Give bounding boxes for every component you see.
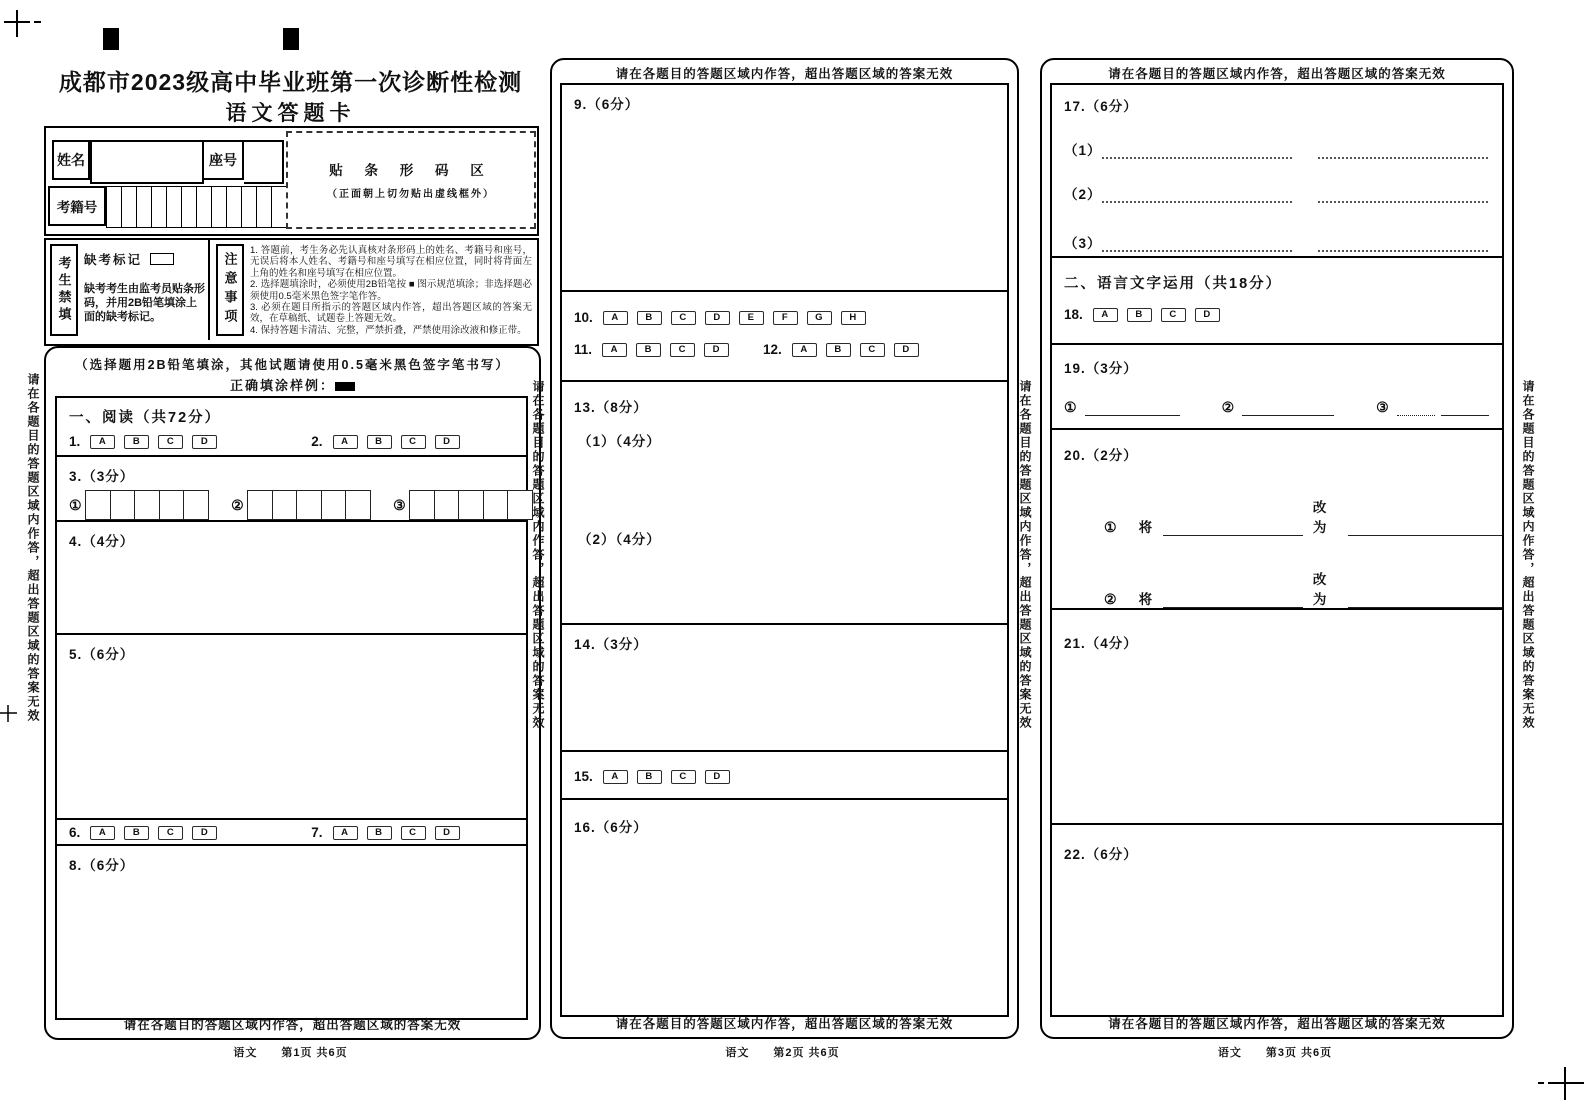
choice-bubble-D[interactable]: D <box>705 770 730 784</box>
answer-area-q13[interactable] <box>562 382 1007 625</box>
exam-id-label: 考籍号 <box>48 186 106 226</box>
q20-prefix-1: 将 <box>1138 520 1154 535</box>
choice-bubble-D[interactable]: D <box>192 826 217 840</box>
name-input-box[interactable] <box>90 140 204 184</box>
answer-area-q5[interactable] <box>57 635 526 820</box>
choice-bubble-C[interactable]: C <box>671 311 696 325</box>
q3-answer-cell[interactable] <box>247 490 273 520</box>
choice-bubble-A[interactable]: A <box>90 435 115 449</box>
exam-id-digit-cell[interactable] <box>211 187 226 227</box>
q6-choices <box>90 826 226 840</box>
q3-answer-cell[interactable] <box>85 490 111 520</box>
choice-bubble-B[interactable]: B <box>826 343 851 357</box>
choice-bubble-F[interactable]: F <box>773 311 798 325</box>
answer-area-q20[interactable] <box>1052 430 1502 610</box>
vertical-region-warning-mid2: 请在各题目的答题区域内作答，超出答题区域的答案无效 <box>1018 380 1032 730</box>
q3-marker-3: ③ <box>393 496 406 513</box>
fill-sample-label: 正确填涂样例： <box>229 378 335 393</box>
q1-choices <box>90 435 226 449</box>
choice-bubble-B[interactable]: B <box>367 435 392 449</box>
q12-choices <box>792 343 928 357</box>
answer-area-q19[interactable] <box>1052 345 1502 430</box>
q8-label: 8.（6分） <box>69 858 135 873</box>
q2-choices <box>333 435 469 449</box>
notice-item-3: 3. 必须在题目所指示的答题区域内作答，超出答题区域的答案无效，在草稿纸、试题卷上答题无效。 <box>250 302 532 325</box>
q21-label: 21.（4分） <box>1064 636 1138 651</box>
q17-sub3-line-b[interactable] <box>1318 239 1488 252</box>
name-label: 姓名 <box>52 140 90 180</box>
page1-answer-box <box>55 396 528 1020</box>
q14-label: 14.（3分） <box>574 637 648 652</box>
choice-bubble-C[interactable]: C <box>1161 308 1186 322</box>
answer-area-q17[interactable] <box>1052 85 1502 258</box>
region-warning-top-p3: 请在各题目的答题区域内作答，超出答题区域的答案无效 <box>1108 67 1446 81</box>
barcode-area[interactable] <box>286 131 536 229</box>
region-warning-bottom-p3: 请在各题目的答题区域内作答，超出答题区域的答案无效 <box>1108 1017 1446 1031</box>
q20-line-2a[interactable] <box>1163 594 1303 608</box>
exam-id-digit-cell[interactable] <box>181 187 196 227</box>
choice-bubble-B[interactable]: B <box>637 311 662 325</box>
q3-answer-cell[interactable] <box>183 490 209 520</box>
q3-answer-cell[interactable] <box>110 490 136 520</box>
panel-page3 <box>1040 58 1514 1039</box>
q9-label: 9.（6分） <box>574 97 640 112</box>
page-subtitle: 语文答题卡 <box>225 102 356 125</box>
notes-label: 注意事项 <box>216 244 244 336</box>
q3-cells-1 <box>87 490 210 520</box>
choice-bubble-A[interactable]: A <box>1093 308 1118 322</box>
q6-number: 6. <box>69 825 81 840</box>
q22-label: 22.（6分） <box>1064 847 1138 862</box>
q17-sub2-label: （2） <box>1064 187 1102 202</box>
q13-label: 13.（8分） <box>574 400 648 415</box>
choice-bubble-C[interactable]: C <box>401 435 426 449</box>
answer-area-q16[interactable] <box>562 800 1007 1015</box>
q11-number: 11. <box>574 342 593 357</box>
q20-marker-1: ① <box>1104 519 1117 535</box>
q10-choices <box>603 311 875 325</box>
q3-answer-cell[interactable] <box>483 490 509 520</box>
absent-mark-label: 缺考标记 <box>84 253 143 267</box>
page3-answer-box <box>1050 83 1504 1017</box>
section-language <box>1052 258 1502 345</box>
section-q6-q7 <box>57 820 526 846</box>
absent-mark-box[interactable] <box>150 253 174 265</box>
exam-id-digit-cell[interactable] <box>121 187 136 227</box>
fill-sample-mark <box>335 382 355 391</box>
q3-answer-cell[interactable] <box>434 490 460 520</box>
crosshair-mark-top-left <box>2 6 42 42</box>
q11-choices <box>602 343 738 357</box>
q2-number: 2. <box>311 434 323 449</box>
q5-label: 5.（6分） <box>69 647 135 662</box>
q20-label: 20.（2分） <box>1064 448 1138 463</box>
notice-table <box>44 238 539 346</box>
q20-line-1b[interactable] <box>1348 522 1502 536</box>
section-q10-q12 <box>562 292 1007 382</box>
q19-marker-1: ① <box>1064 399 1077 415</box>
answer-area-q21[interactable] <box>1052 610 1502 825</box>
region-warning-bottom-p2: 请在各题目的答题区域内作答，超出答题区域的答案无效 <box>615 1017 954 1031</box>
seat-label: 座号 <box>202 140 244 180</box>
choice-bubble-B[interactable]: B <box>124 435 149 449</box>
q17-sub3-line-a[interactable] <box>1102 239 1292 252</box>
choice-bubble-D[interactable]: D <box>894 343 919 357</box>
q19-label: 19.（3分） <box>1064 361 1138 376</box>
q19-line-3a[interactable] <box>1397 402 1435 416</box>
q17-sub1-line-b[interactable] <box>1318 146 1488 159</box>
q3-marker-1: ① <box>69 496 82 513</box>
q7-choices <box>333 826 469 840</box>
q1-number: 1. <box>69 434 81 449</box>
q3-answer-cell[interactable] <box>134 490 160 520</box>
crosshair-mark-left-middle <box>0 702 20 724</box>
barcode-title: 贴 条 形 码 区 <box>329 163 493 178</box>
q3-answer-cell[interactable] <box>507 490 533 520</box>
page2-answer-box <box>560 83 1009 1017</box>
q17-sub3-label: （3） <box>1064 236 1102 251</box>
notice-item-4: 4. 保持答题卡清洁、完整，严禁折叠，严禁使用涂改液和修正带。 <box>250 324 527 336</box>
q3-cells-3 <box>411 490 534 520</box>
q15-choices <box>603 770 739 784</box>
notice-divider <box>208 240 210 340</box>
q18-number: 18. <box>1064 307 1083 322</box>
crosshair-mark-bottom-right <box>1538 1062 1588 1101</box>
exam-id-digit-cell[interactable] <box>151 187 166 227</box>
q13-sub2-label: （2）（4分） <box>578 532 661 547</box>
choice-bubble-D[interactable]: D <box>435 826 460 840</box>
choice-bubble-E[interactable]: E <box>739 311 764 325</box>
choice-bubble-C[interactable]: C <box>158 826 183 840</box>
q4-label: 4.（4分） <box>69 534 135 549</box>
choice-bubble-D[interactable]: D <box>192 435 217 449</box>
vertical-region-warning-mid1: 请在各题目的答题区域内作答，超出答题区域的答案无效 <box>531 380 545 730</box>
timing-mark-1 <box>103 28 119 50</box>
vertical-region-warning-left: 请在各题目的答题区域内作答，超出答题区域的答案无效 <box>26 373 40 723</box>
choice-bubble-C[interactable]: C <box>158 435 183 449</box>
q13-sub1-label: （1）（4分） <box>578 434 661 449</box>
choice-bubble-A[interactable]: A <box>333 435 358 449</box>
section-reading-title: 一、阅读（共72分） <box>69 410 222 426</box>
seat-input-box[interactable] <box>244 140 284 184</box>
panel-page1 <box>44 346 541 1040</box>
q20-marker-2: ② <box>1104 591 1117 607</box>
q19-line-3b[interactable] <box>1441 402 1489 416</box>
exam-id-digit-cell[interactable] <box>166 187 181 227</box>
region-warning-bottom-p1: 请在各题目的答题区域内作答，超出答题区域的答案无效 <box>123 1018 462 1032</box>
footer-page3: 语文 第3页 共6页 <box>1217 1047 1333 1059</box>
q3-answer-cell[interactable] <box>345 490 371 520</box>
section-language-title: 二、语言文字运用（共18分） <box>1064 276 1283 292</box>
exam-id-digit-cell[interactable] <box>271 187 286 227</box>
q20-prefix-2: 将 <box>1138 592 1154 607</box>
pen-instruction: （选择题用2B铅笔填涂，其他试题请使用0.5毫米黑色签字笔书写） <box>75 358 510 372</box>
region-warning-top-p2: 请在各题目的答题区域内作答，超出答题区域的答案无效 <box>615 67 954 81</box>
exam-id-digit-cell[interactable] <box>136 187 151 227</box>
timing-mark-2 <box>283 28 299 50</box>
q20-line-1a[interactable] <box>1163 522 1303 536</box>
q17-sub1-line-a[interactable] <box>1102 146 1292 159</box>
exam-id-cells <box>106 186 287 228</box>
q20-mid-1: 改为 <box>1312 500 1328 535</box>
notice-item-2: 2. 选择题填涂时，必须使用2B铅笔按 ■ 图示规范填涂；非选择题必须使用0.5毫米黑色签字笔作答。 <box>250 279 532 302</box>
answer-area-q3[interactable] <box>57 457 526 522</box>
choice-bubble-H[interactable]: H <box>841 311 866 325</box>
q3-label: 3.（3分） <box>69 469 135 484</box>
choice-bubble-D[interactable]: D <box>704 343 729 357</box>
q3-answer-cell[interactable] <box>458 490 484 520</box>
choice-bubble-B[interactable]: B <box>637 770 662 784</box>
q19-marker-3: ③ <box>1376 399 1389 415</box>
q3-answer-cell[interactable] <box>159 490 185 520</box>
q17-label: 17.（6分） <box>1064 99 1138 114</box>
q17-sub2-line-a[interactable] <box>1102 190 1292 203</box>
choice-bubble-A[interactable]: A <box>333 826 358 840</box>
q12-number: 12. <box>763 342 782 357</box>
q15-number: 15. <box>574 769 593 784</box>
choice-bubble-C[interactable]: C <box>401 826 426 840</box>
choice-bubble-D[interactable]: D <box>435 435 460 449</box>
choice-bubble-B[interactable]: B <box>636 343 661 357</box>
section-reading <box>57 398 526 457</box>
q17-sub1-label: （1） <box>1064 143 1102 158</box>
choice-bubble-B[interactable]: B <box>124 826 149 840</box>
q19-marker-2: ② <box>1221 399 1235 415</box>
notice-item-1: 1. 答题前，考生务必先认真核对条形码上的姓名、考籍号和座号，无误后将本人姓名、考籍号和座号填写在相应位置，同时将背面左上角的姓名和座号填写在相应位置。 <box>250 245 532 279</box>
q20-mid-2: 改为 <box>1312 572 1328 607</box>
footer-page2: 语文 第2页 共6页 <box>725 1047 840 1059</box>
choice-bubble-B[interactable]: B <box>367 826 392 840</box>
examinee-forbidden-label: 考生禁填 <box>50 244 78 336</box>
answer-area-q9[interactable] <box>562 85 1007 292</box>
choice-bubble-D[interactable]: D <box>1195 308 1220 322</box>
q3-answer-cell[interactable] <box>321 490 347 520</box>
choice-bubble-G[interactable]: G <box>807 311 832 325</box>
q10-number: 10. <box>574 310 593 325</box>
student-info-table <box>44 126 539 236</box>
choice-bubble-D[interactable]: D <box>705 311 730 325</box>
answer-area-q14[interactable] <box>562 625 1007 752</box>
q19-line-1[interactable] <box>1085 402 1180 416</box>
q3-answer-cell[interactable] <box>272 490 298 520</box>
q3-answer-cell[interactable] <box>296 490 322 520</box>
choice-bubble-A[interactable]: A <box>602 343 627 357</box>
q19-line-2[interactable] <box>1242 402 1334 416</box>
q3-answer-cell[interactable] <box>409 490 435 520</box>
choice-bubble-A[interactable]: A <box>792 343 817 357</box>
answer-area-q4[interactable] <box>57 522 526 635</box>
choice-bubble-A[interactable]: A <box>603 311 628 325</box>
choice-bubble-C[interactable]: C <box>671 770 696 784</box>
section-q15 <box>562 752 1007 800</box>
panel-page2 <box>550 58 1019 1039</box>
exam-id-digit-cell[interactable] <box>196 187 211 227</box>
footer-page1: 语文 第1页 共6页 <box>233 1047 348 1059</box>
q18-choices <box>1093 308 1229 322</box>
exam-id-digit-cell[interactable] <box>241 187 256 227</box>
choice-bubble-C[interactable]: C <box>860 343 885 357</box>
choice-bubble-A[interactable]: A <box>603 770 628 784</box>
q3-marker-2: ② <box>231 496 244 513</box>
exam-id-digit-cell[interactable] <box>256 187 271 227</box>
barcode-note: （正面朝上切勿贴出虚线框外） <box>327 189 495 200</box>
exam-id-digit-cell[interactable] <box>106 187 121 227</box>
q16-label: 16.（6分） <box>574 820 648 835</box>
answer-area-q8[interactable] <box>57 846 526 1018</box>
absent-note: 缺考考生由监考员贴条形码，并用2B铅笔填涂上面的缺考标记。 <box>84 283 205 323</box>
q20-line-2b[interactable] <box>1348 594 1502 608</box>
page-title: 成都市2023级高中毕业班第一次诊断性检测 <box>58 69 523 95</box>
q7-number: 7. <box>311 825 323 840</box>
choice-bubble-A[interactable]: A <box>90 826 115 840</box>
choice-bubble-C[interactable]: C <box>670 343 695 357</box>
q17-sub2-line-b[interactable] <box>1318 190 1488 203</box>
vertical-region-warning-right: 请在各题目的答题区域内作答，超出答题区域的答案无效 <box>1521 380 1535 730</box>
choice-bubble-B[interactable]: B <box>1127 308 1152 322</box>
q3-cells-2 <box>249 490 372 520</box>
exam-id-digit-cell[interactable] <box>226 187 241 227</box>
answer-area-q22[interactable] <box>1052 825 1502 1015</box>
